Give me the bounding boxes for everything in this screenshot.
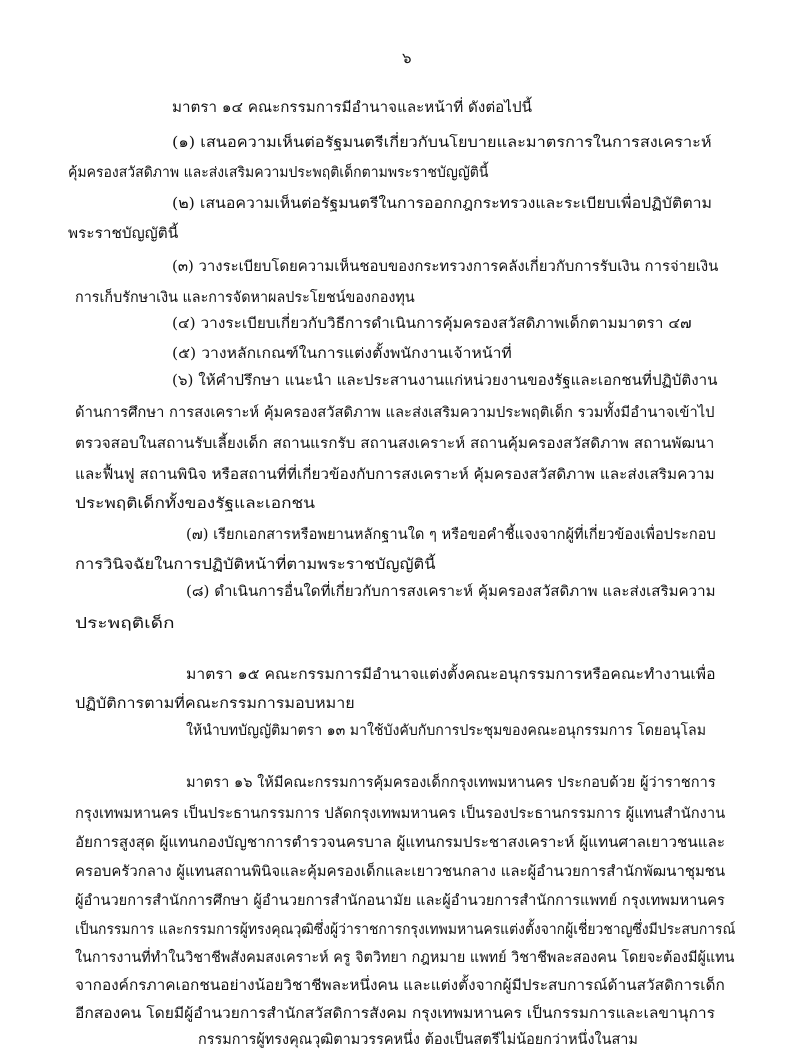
text-line: ปฏิบัติการตามที่คณะกรรมการมอบหมาย: [75, 696, 355, 712]
text-line: (๕) วางหลักเกณฑ์ในการแต่งตั้งพนักงานเจ้าหน้าที่: [172, 346, 512, 362]
text-line: การวินิจฉัยในการปฏิบัติหน้าที่ตามพระราชบัญญัตินี้: [75, 557, 436, 573]
text-line: ด้านการศึกษา การสงเคราะห์ คุ้มครองสวัสดิภาพ และส่งเสริมความประพฤติเด็ก รวมทั้งมีอำนาจเข้าไป: [75, 405, 715, 421]
text-line: (๗) เรียกเอกสารหรือพยานหลักฐานใด ๆ หรือขอคำชี้แจงจากผู้ที่เกี่ยวข้องเพื่อประกอบ: [186, 527, 716, 543]
text-line: อัยการสูงสุด ผู้แทนกองบัญชาการตำรวจนครบาล ผู้แทนกรมประชาสงเคราะห์ ผู้แทนศาลเยาวชนและ: [75, 835, 725, 851]
text-line: ประพฤติเด็ก: [75, 616, 175, 632]
section-15-heading: มาตรา ๑๕ คณะกรรมการมีอำนาจแต่งตั้งคณะอนุกรรมการหรือคณะทำงานเพื่อ: [186, 667, 716, 683]
text-line: คุ้มครองสวัสดิภาพ และส่งเสริมความประพฤติเด็กตามพระราชบัญญัตินี้: [68, 165, 489, 181]
text-line: เป็นกรรมการ และกรรมการผู้ทรงคุณวุฒิซึ่งผู้ว่าราชการกรุงเทพมหานครแต่งตั้งจากผู้เชี่ยวชาญซึ่งมีประสบการณ์: [75, 922, 736, 938]
text-line: ครอบครัวกลาง ผู้แทนสถานพินิจและคุ้มครองเด็กและเยาวชนกลาง และผู้อำนวยการสำนักพัฒนาชุมชน: [75, 864, 726, 880]
text-line: (๒) เสนอความเห็นต่อรัฐมนตรีในการออกกฎกระทรวงและระเบียบเพื่อปฏิบัติตาม: [172, 196, 713, 212]
text-line: พระราชบัญญัตินี้: [68, 226, 179, 242]
section-16-heading: มาตรา ๑๖ ให้มีคณะกรรมการคุ้มครองเด็กกรุงเทพมหานคร ประกอบด้วย ผู้ว่าราชการ: [186, 775, 716, 791]
text-line: (๔) วางระเบียบเกี่ยวกับวิธีการดำเนินการคุ้มครองสวัสดิภาพเด็กตามมาตรา ๔๗: [172, 316, 692, 332]
text-line: (๑) เสนอความเห็นต่อรัฐมนตรีเกี่ยวกับนโยบายและมาตรการในการสงเคราะห์: [172, 135, 712, 151]
text-line: (๓) วางระเบียบโดยความเห็นชอบของกระทรวงการคลังเกี่ยวกับการรับเงิน การจ่ายเงิน: [172, 259, 719, 275]
page-number: ๖: [402, 49, 412, 67]
text-line: จากองค์กรภาคเอกชนอย่างน้อยวิชาชีพละหนึ่งคน และแต่งตั้งจากผู้มีประสบการณ์ด้านสวัสดิการเด็ก: [75, 978, 725, 994]
text-line: กรุงเทพมหานคร เป็นประธานกรรมการ ปลัดกรุงเทพมหานคร เป็นรองประธานกรรมการ ผู้แทนสำนักงาน: [75, 806, 726, 822]
text-line: ในการงานที่ทำในวิชาชีพสังคมสงเคราะห์ ครู จิตวิทยา กฎหมาย แพทย์ วิชาชีพละสองคน โดยจะต้องมีผู้แทน: [75, 950, 735, 966]
text-line: (๖) ให้คำปรึกษา แนะนำ และประสานงานแก่หน่วยงานของรัฐและเอกชนที่ปฏิบัติงาน: [172, 373, 718, 389]
text-line: ประพฤติเด็กทั้งของรัฐและเอกชน: [75, 496, 316, 512]
section-14-heading: มาตรา ๑๔ คณะกรรมการมีอำนาจและหน้าที่ ดังต่อไปนี้: [172, 100, 532, 116]
text-line: อีกสองคน โดยมีผู้อำนวยการสำนักสวัสดิการสังคม กรุงเทพมหานคร เป็นกรรมการและเลขานุการ: [75, 1006, 715, 1022]
text-line: ให้นำบทบัญญัติมาตรา ๑๓ มาใช้บังคับกับการประชุมของคณะอนุกรรมการ โดยอนุโลม: [186, 723, 707, 739]
text-line: และฟื้นฟู สถานพินิจ หรือสถานที่ที่เกี่ยวข้องกับการสงเคราะห์ คุ้มครองสวัสดิภาพ และส่งเสริมความ: [75, 467, 715, 483]
text-line: กรรมการผู้ทรงคุณวุฒิตามวรรคหนึ่ง ต้องเป็นสตรีไม่น้อยกว่าหนึ่งในสาม: [198, 1032, 638, 1048]
text-line: (๘) ดำเนินการอื่นใดที่เกี่ยวกับการสงเคราะห์ คุ้มครองสวัสดิภาพ และส่งเสริมความ: [186, 584, 716, 600]
text-line: ผู้อำนวยการสำนักการศึกษา ผู้อำนวยการสำนักอนามัย และผู้อำนวยการสำนักการแพทย์ กรุงเทพมหานคร: [75, 893, 725, 909]
text-line: ตรวจสอบในสถานรับเลี้ยงเด็ก สถานแรกรับ สถานสงเคราะห์ สถานคุ้มครองสวัสดิภาพ สถานพัฒนา: [75, 436, 715, 452]
text-line: การเก็บรักษาเงิน และการจัดหาผลประโยชน์ของกองทุน: [75, 290, 415, 306]
